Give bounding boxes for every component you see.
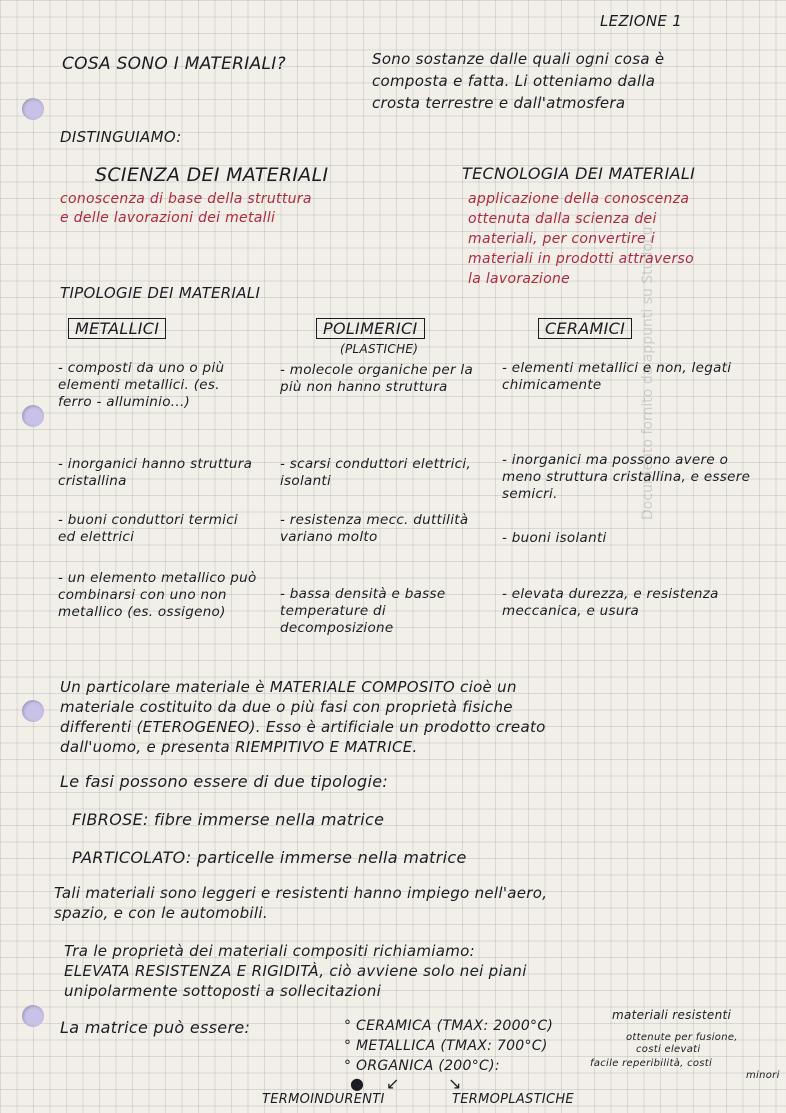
composite-line3: differenti (ETEROGENEO). Esso è artificiale un prodotto creato (60, 718, 546, 736)
metallici-item: - buoni conduttori termici ed elettrici (58, 512, 238, 545)
technology-title: TECNOLOGIA DEI MATERIALI (462, 164, 696, 183)
binder-hole (22, 700, 44, 722)
technology-line1: applicazione della conoscenza (468, 191, 690, 207)
metallici-item: - un elemento metallico può combinarsi con uno non metallico (es. ossigeno) (58, 570, 257, 620)
lesson-label: LEZIONE 1 (600, 12, 683, 30)
metallici-item: - inorganici hanno struttura cristallina (58, 456, 253, 489)
termoplastiche-label: TERMOPLASTICHE (452, 1092, 574, 1107)
types-label: TIPOLOGIE DEI MATERIALI (60, 284, 261, 302)
technology-line5: la lavorazione (468, 271, 571, 287)
ceramici-item: - elementi metallici e non, legati chimicamente (502, 360, 732, 393)
polimerici-item: - bassa densità e basse temperature di decomposizione (280, 586, 446, 636)
science-title: SCIENZA DEI MATERIALI (95, 164, 329, 186)
binder-hole (22, 98, 44, 120)
technology-line3: materiali, per convertire i (468, 231, 655, 247)
termoindurenti-label: TERMOINDURENTI (262, 1092, 385, 1107)
phase-fibrose: FIBROSE: fibre immerse nella matrice (72, 810, 385, 829)
intro-answer-line2: composta e fatta. Li otteniamo dalla (372, 72, 656, 90)
ceramici-item: - buoni isolanti (502, 530, 607, 546)
polimerici-item: - resistenza mecc. duttilità variano molto (280, 512, 469, 545)
technology-line2: ottenuta dalla scienza dei (468, 211, 657, 227)
technology-line4: materiali in prodotti attraverso (468, 251, 694, 267)
matrix-ceramica: ° CERAMICA (TMAX: 2000°C) (344, 1018, 554, 1034)
composite-line1: Un particolare materiale è MATERIALE COMPOSITO cioè un (60, 678, 517, 696)
ceramici-item: - elevata durezza, e resistenza meccanica, e usura (502, 586, 719, 619)
uses-line1: Tali materiali sono leggeri e resistenti hanno impiego nell'aero, (54, 884, 548, 902)
binder-hole (22, 1005, 44, 1027)
metallici-title: METALLICI (68, 318, 166, 339)
polimerici-title: POLIMERICI (316, 318, 425, 339)
note-ceramica: materiali resistenti (612, 1008, 732, 1022)
props-line1: Tra le proprietà dei materiali compositi richiamiamo: (64, 942, 476, 960)
distinguish-label: DISTINGUIAMO: (60, 128, 182, 146)
uses-line2: spazio, e con le automobili. (54, 904, 268, 922)
note-organica-2: minori (746, 1070, 780, 1081)
ceramici-item: - inorganici ma possono avere o meno struttura cristallina, e essere semicri. (502, 452, 751, 502)
polimerici-item: - molecole organiche per la più non hanno struttura (280, 362, 474, 395)
note-organica-1: facile reperibilità, costi (590, 1058, 713, 1069)
phases-intro: Le fasi possono essere di due tipologie: (60, 772, 389, 791)
metallici-item: - composti da uno o più elementi metallici. (es. ferro - alluminio...) (58, 360, 225, 410)
bullet-dot-icon: ● (350, 1074, 364, 1093)
matrix-intro: La matrice può essere: (60, 1018, 251, 1037)
props-line3: unipolarmente sottoposti a sollecitazioni (64, 982, 382, 1000)
polimerici-subtitle: (PLASTICHE) (340, 342, 419, 356)
ceramici-title: CERAMICI (538, 318, 632, 339)
matrix-metallica: ° METALLICA (TMAX: 700°C) (344, 1038, 548, 1054)
note-metallica-1: ottenute per fusione, (626, 1032, 738, 1043)
intro-answer-line1: Sono sostanze dalle quali ogni cosa è (372, 50, 665, 68)
arrow-down-right-icon: ↘ (448, 1074, 462, 1093)
composite-line2: materiale costituito da due o più fasi con proprietà fisiche (60, 698, 513, 716)
watermark: Documento fornito da appunti su Studocu (640, 226, 656, 520)
science-line2: e delle lavorazioni dei metalli (60, 210, 276, 226)
intro-question: COSA SONO I MATERIALI? (62, 54, 286, 74)
intro-answer-line3: crosta terrestre e dall'atmosfera (372, 94, 626, 112)
note-metallica-2: costi elevati (636, 1044, 701, 1055)
arrow-down-left-icon: ↙ (386, 1074, 400, 1093)
props-line2: ELEVATA RESISTENZA E RIGIDITÀ, ciò avviene solo nei piani (64, 962, 527, 980)
science-line1: conoscenza di base della struttura (60, 191, 312, 207)
binder-hole (22, 405, 44, 427)
matrix-organica: ° ORGANICA (200°C): (344, 1058, 500, 1074)
polimerici-item: - scarsi conduttori elettrici, isolanti (280, 456, 472, 489)
composite-line4: dall'uomo, e presenta RIEMPITIVO E MATRICE. (60, 738, 418, 756)
phase-particolato: PARTICOLATO: particelle immerse nella matrice (72, 848, 467, 867)
